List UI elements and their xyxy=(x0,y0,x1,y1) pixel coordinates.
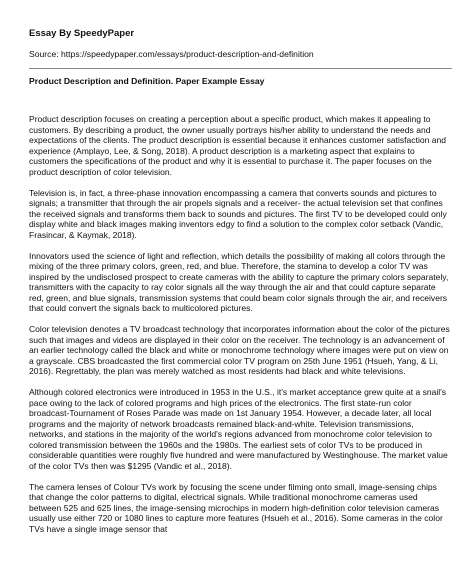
paragraph: Product description focuses on creating a perception about a specific product, which makes it appealing to customers. By describing a product, the owner usually portrays his/her ability to understand the needs and expectations of the clients. The product description is essential because it enhances customer satisfaction and experience (Amplayo, Lee, & Song, 2018). A product description is a marketing aspect that explains to customers the specifications of the product and why it is essential to purchase it. The paper focuses on the product description of color television. xyxy=(29,114,446,177)
document-title: Product Description and Definition. Paper Example Essay xyxy=(29,76,265,86)
paragraph: Innovators used the science of light and reflection, which details the possibility of making all colors through the mixing of the three primary colors, green, red, and blue. Therefore, the stamina to develop a color TV was inspired by the undisclosed prospect to create cameras with the ability to capture the primary colors separately, transmitters with the capacity to ray color signals all the way through the air and that could capture separate red, green, and blue signals, transmission systems that could beam color signals through the air, and receivers that could convert the signals back to multicolored pictures. xyxy=(29,250,449,314)
paragraph: Television is, in fact, a three-phase innovation encompassing a camera that converts sounds and pictures to signals; a transmitter that through the air propels signals and a receiver- the actual television set that confines the received signals and transforms them back to sounds and pictures. The first TV to be developed could only display white and black images making inventors edgy to find a solution to the complex color setback (Vandic, Frasincar, & Kaymak, 2018). xyxy=(29,187,447,240)
paragraph: Color television denotes a TV broadcast technology that incorporates information about the color of the pictures such that images and videos are displayed in their color on the receiver. The technology is an advancement of an earlier technology called the black and white or monochrome technology where images were put on view on a grayscale. CBS broadcasted the first commercial color TV program on 25th June 1951 (Hsueh, Yang, & Li, 2016). Regrettably, the plan was merely watched as most residents had black and white televisions. xyxy=(29,324,450,377)
paragraph: Although colored electronics were introduced in 1953 in the U.S., it's market acceptance grew quite at a snail's pace owing to the lack of colored programs and high prices of the electronics. The first state-run color broadcast-Tournament of Roses Parade was made on 1st January 1954. However, a decade later, all local programs and the majority of network broadcasts remained black-and-white. Television transmissions, networks, and stations in the majority of the world's regions advanced from monochrome color television to colored transmission between the 1960s and the 1980s. The earliest sets of color TVs to be produced in considerable quantities were roughly five hundred and were manufactured by Westinghouse. The market value of the color TVs then was $1295 (Vandic et al., 2018). xyxy=(29,387,448,471)
essay-source-title: Essay By SpeedyPaper xyxy=(29,28,135,39)
paragraph: The camera lenses of Colour TVs work by focusing the scene under filming onto small, image-sensing chips that change the color patterns to digital, electrical signals. While traditional monochrome cameras used between 525 and 625 lines, the image-sensing microchips in modern high-definition color television cameras usually use either 720 or 1080 lines to capture more features (Hsueh et al., 2016). Some cameras in the color TVs have a single image sensor that xyxy=(29,481,443,534)
header-divider xyxy=(29,68,452,69)
source-url-line: Source: https://speedypaper.com/essays/product-description-and-definition xyxy=(29,49,314,59)
document-body xyxy=(29,114,452,534)
